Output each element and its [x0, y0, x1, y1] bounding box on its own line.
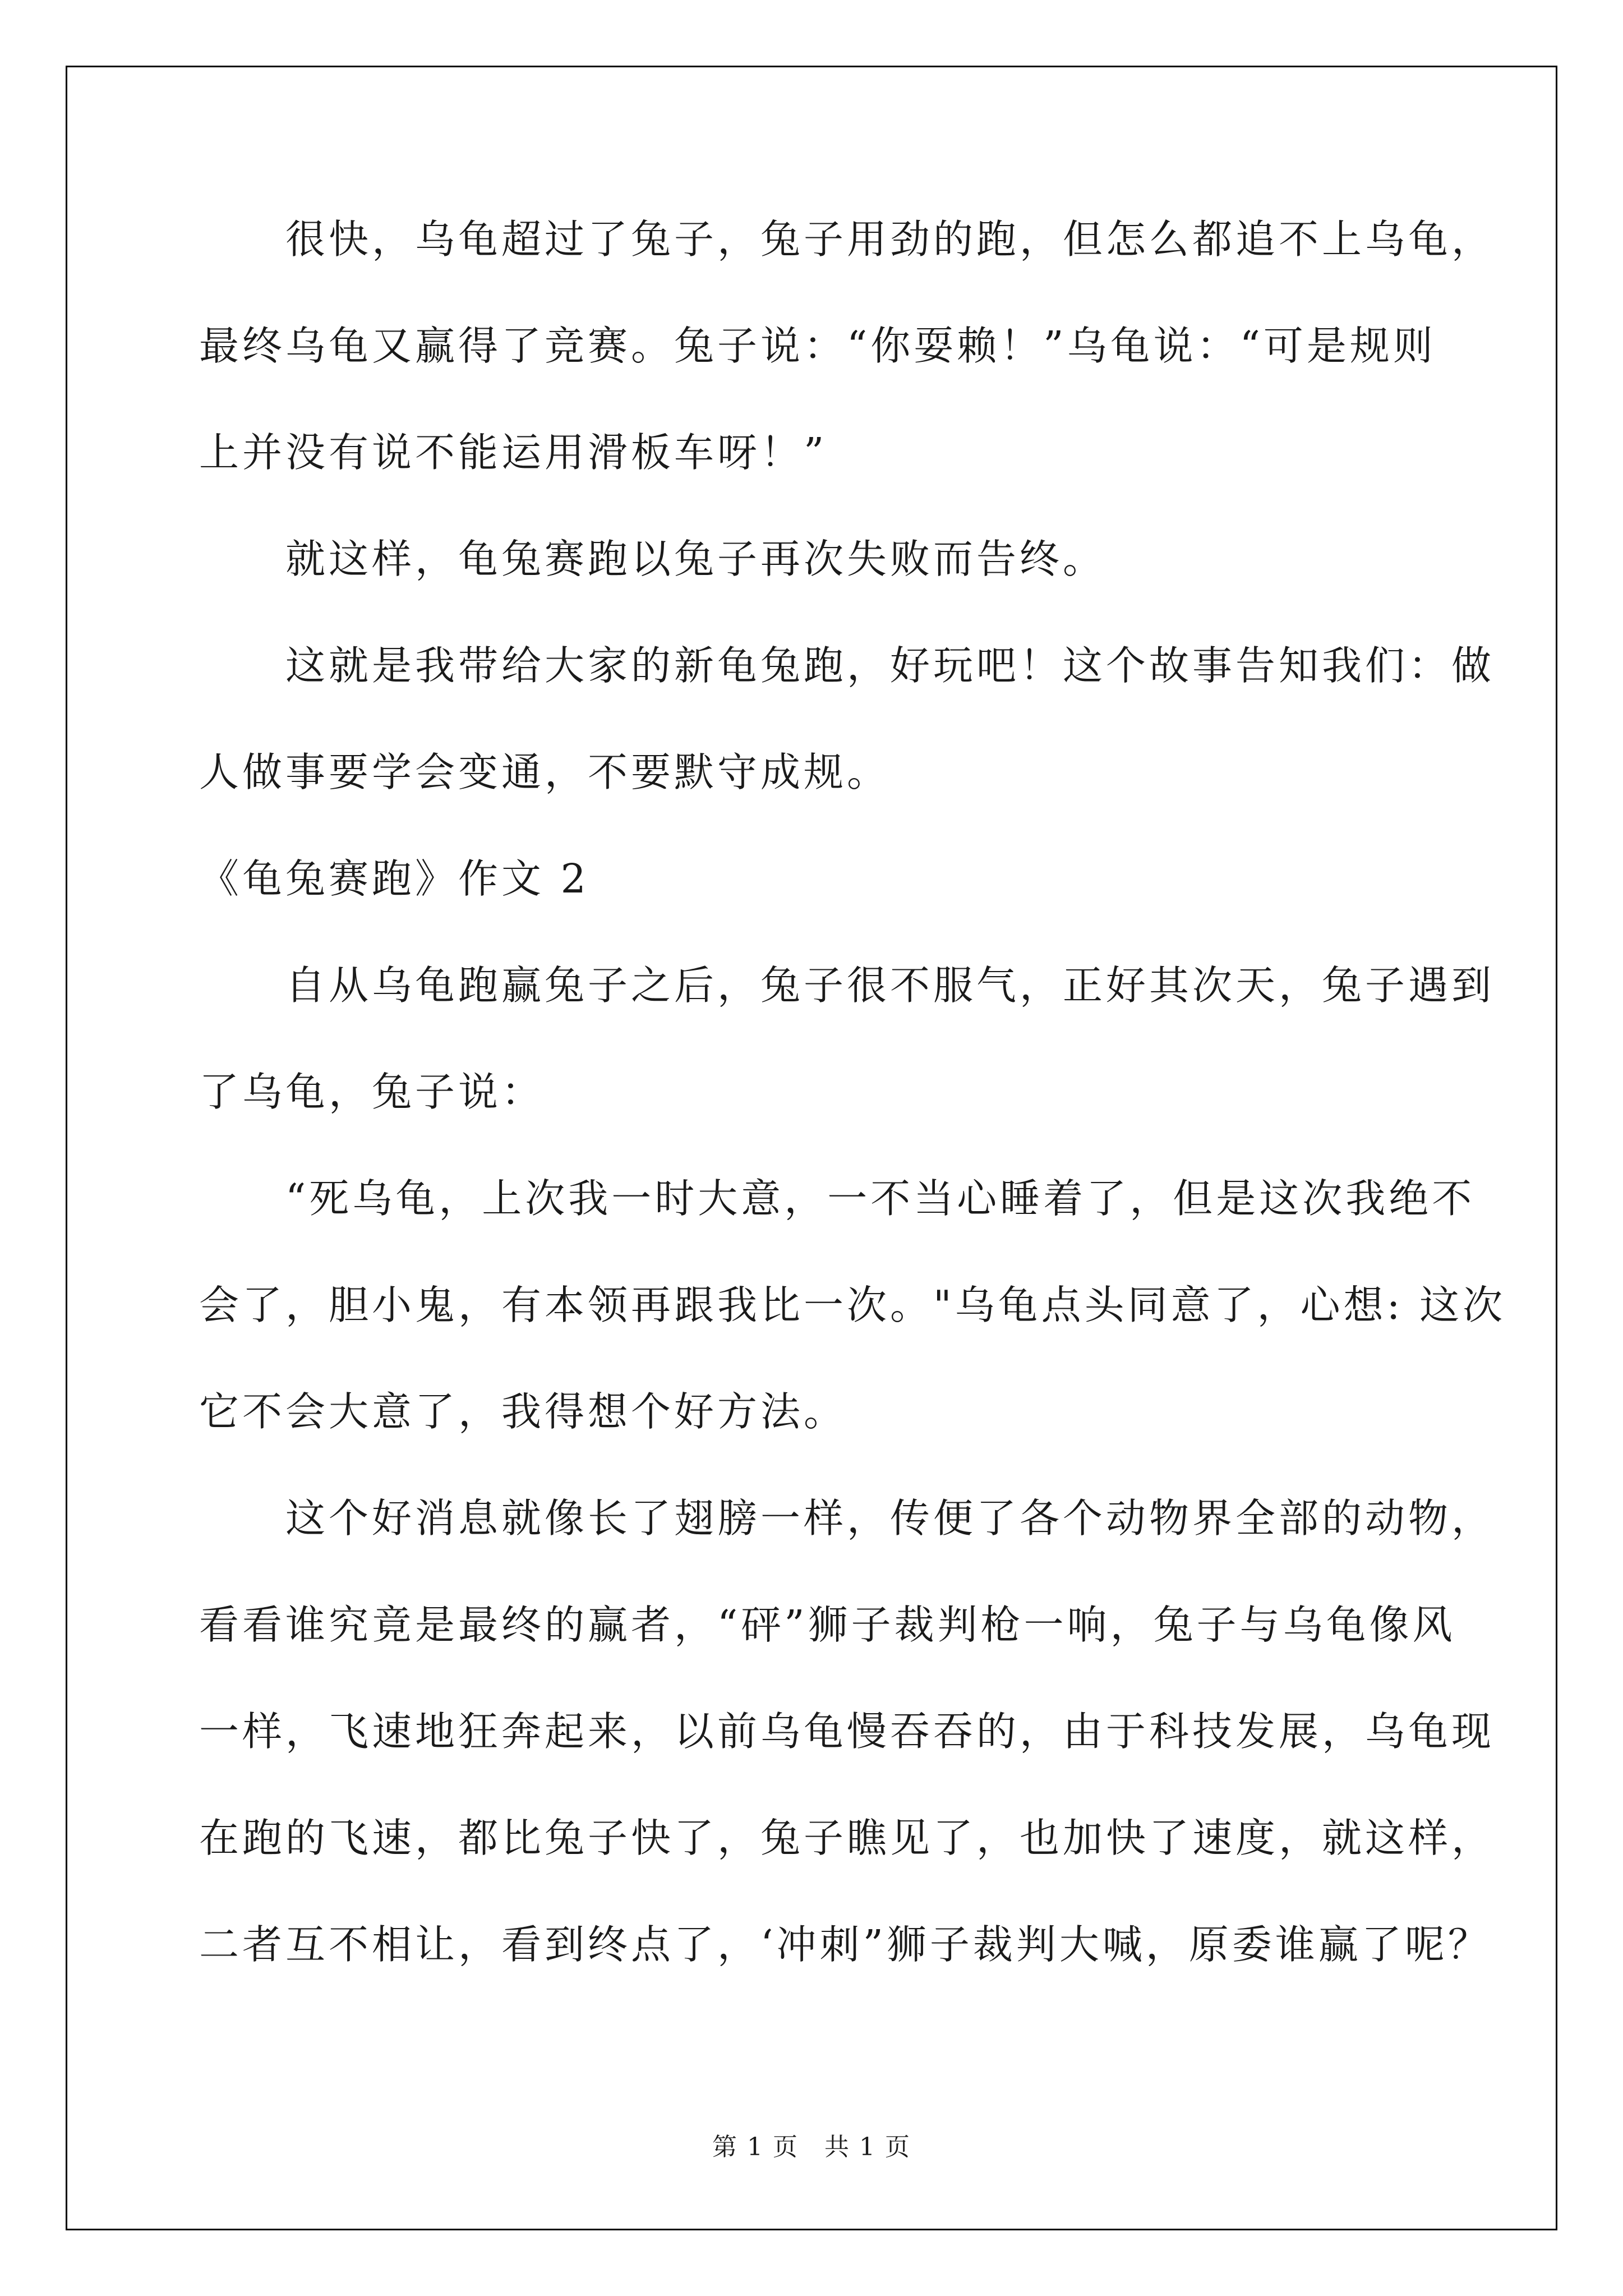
text-line: 自从乌龟跑赢兔子之后，兔子很不服气，正好其次天，兔子遇到 [199, 962, 1495, 1009]
text-line: 这就是我带给大家的新龟兔跑，好玩吧！这个故事告知我们：做 [199, 642, 1495, 689]
text-line: 在跑的飞速，都比兔子快了，兔子瞧见了，也加快了速度，就这样， [199, 1815, 1495, 1861]
text-line: 最终乌龟又赢得了竞赛。兔子说：“你耍赖！”乌龟说：“可是规则 [199, 323, 1436, 369]
text-line: 了乌龟，兔子说： [199, 1069, 545, 1115]
text-line: 很快，乌龟超过了兔子，兔子用劲的跑，但怎么都追不上乌龟， [199, 216, 1495, 263]
text-line: 就这样，龟兔赛跑以兔子再次失败而告终。 [199, 536, 1106, 582]
text-line: 一样，飞速地狂奔起来，以前乌龟慢吞吞的，由于科技发展，乌龟现 [199, 1708, 1495, 1755]
text-line: “死乌龟，上次我一时大意，一不当心睡着了，但是这次我绝不 [199, 1175, 1476, 1222]
section-heading: 《龟兔赛跑》作文 2 [199, 855, 589, 902]
text-line: 看看谁究竟是最终的赢者，“砰”狮子裁判枪一响，兔子与乌龟像风 [199, 1602, 1456, 1648]
page-footer: 第 1 页 共 1 页 [712, 2133, 911, 2161]
text-line: 这个好消息就像长了翅膀一样，传便了各个动物界全部的动物， [199, 1495, 1495, 1542]
text-line: 它不会大意了，我得想个好方法。 [199, 1388, 847, 1435]
text-line: 上并没有说不能运用滑板车呀！” [199, 429, 828, 476]
text-line: 会了，胆小鬼，有本领再跟我比一次。"乌龟点头同意了，心想: 这次 [199, 1282, 1506, 1328]
page-border [66, 66, 1557, 2230]
text-line: 二者互不相让，看到终点了，‘冲刺”狮子裁判大喊，原委谁赢了呢？ [199, 1921, 1491, 1968]
text-line: 人做事要学会变通，不要默守成规。 [199, 749, 891, 795]
